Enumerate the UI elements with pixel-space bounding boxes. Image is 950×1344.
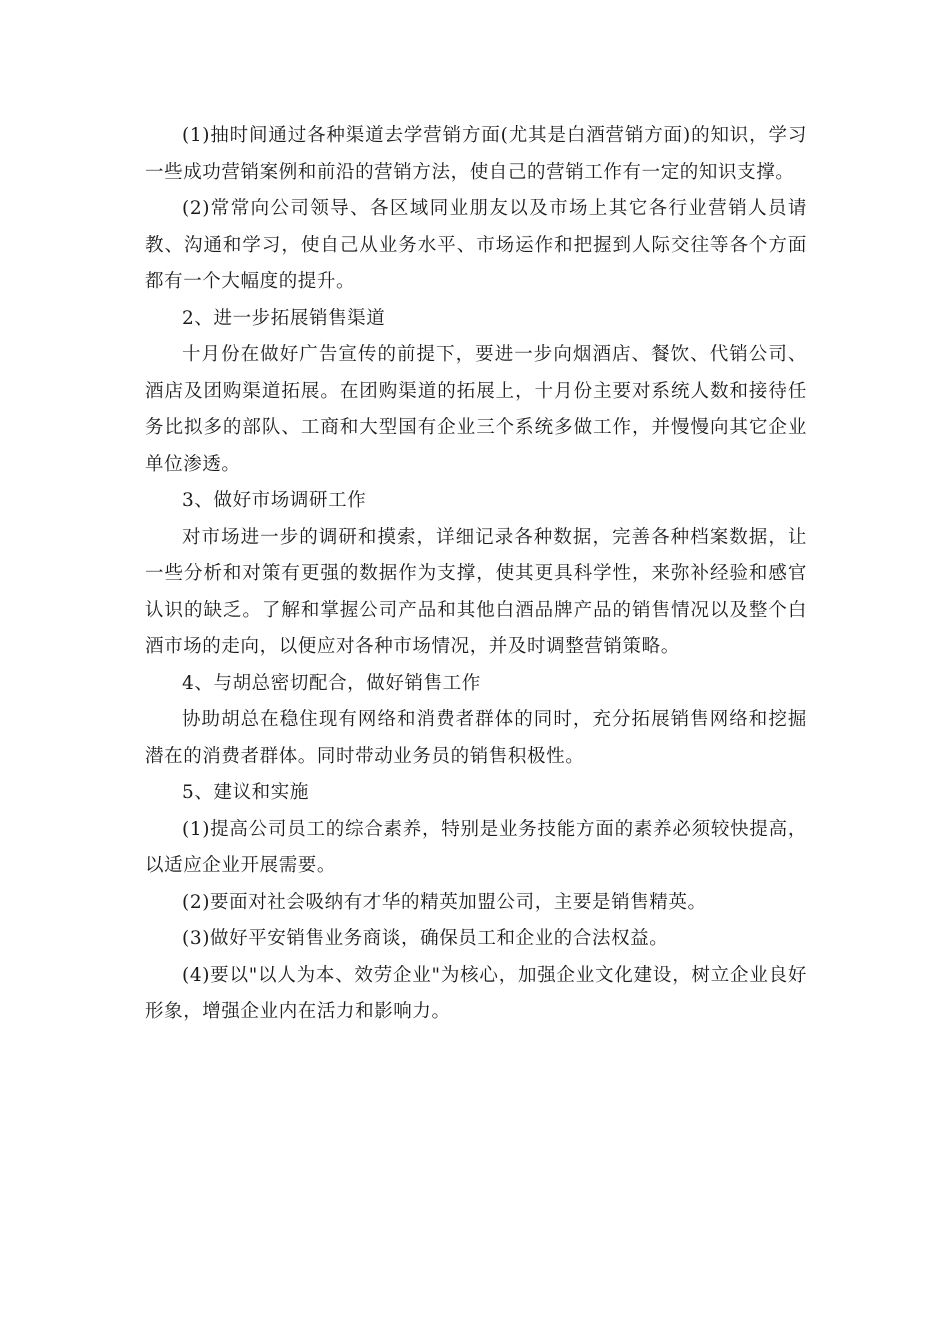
heading-market-research: 3、做好市场调研工作 bbox=[182, 490, 367, 511]
paragraph-suggestion-1: (1)提高公司员工的综合素养，特别是业务技能方面的素养必须较快提高，以适应企业开展需要。 bbox=[145, 818, 807, 876]
heading-cooperation: 4、与胡总密切配合，做好销售工作 bbox=[182, 672, 481, 694]
paragraph-suggestion-2: (2)要面对社会吸纳有才华的精英加盟公司，主要是销售精英。 bbox=[182, 891, 707, 913]
heading-suggestions: 5、建议和实施 bbox=[182, 782, 309, 803]
paragraph-channels: 十月份在做好广告宣传的前提下，要进一步向烟酒店、餐饮、代销公司、酒店及团购渠道拓展。在团购渠道的拓展上，十月份主要对系统人数和接待任务比拟多的部队、工商和大型国有企业三个系统多做工作，并慢慢向其它企业单位渗透。 bbox=[145, 344, 807, 475]
paragraph-communication: (2)常常向公司领导、各区域同业朋友以及市场上其它各行业营销人员请教、沟通和学习，使自己从业务水平、市场运作和把握到人际交往等各个方面都有一个大幅度的提升。 bbox=[145, 198, 807, 292]
paragraph-suggestion-4: (4)要以"以人为本、效劳企业"为核心，加强企业文化建设，树立企业良好形象，增强企业内在活力和影响力。 bbox=[145, 964, 807, 1022]
paragraph-market-research: 对市场进一步的调研和摸索，详细记录各种数据，完善各种档案数据，让一些分析和对策有更强的数据作为支撑，使其更具科学性，来弥补经验和感官认识的缺乏。了解和掌握公司产品和其他白酒品牌产品的销售情况以及整个白酒市场的走向，以便应对各种市场情况，并及时调整营销策略。 bbox=[145, 526, 807, 657]
paragraph-study-methods: (1)抽时间通过各种渠道去学营销方面(尤其是白酒营销方面)的知识，学习一些成功营销案例和前沿的营销方法，使自己的营销工作有一定的知识支撑。 bbox=[145, 125, 807, 183]
document-body bbox=[145, 118, 807, 1031]
paragraph-suggestion-3: (3)做好平安销售业务商谈，确保员工和企业的合法权益。 bbox=[182, 928, 669, 949]
paragraph-cooperation: 协助胡总在稳住现有网络和消费者群体的同时，充分拓展销售网络和挖掘潜在的消费者群体。同时带动业务员的销售积极性。 bbox=[145, 709, 807, 767]
heading-expand-channels: 2、进一步拓展销售渠道 bbox=[182, 307, 386, 329]
